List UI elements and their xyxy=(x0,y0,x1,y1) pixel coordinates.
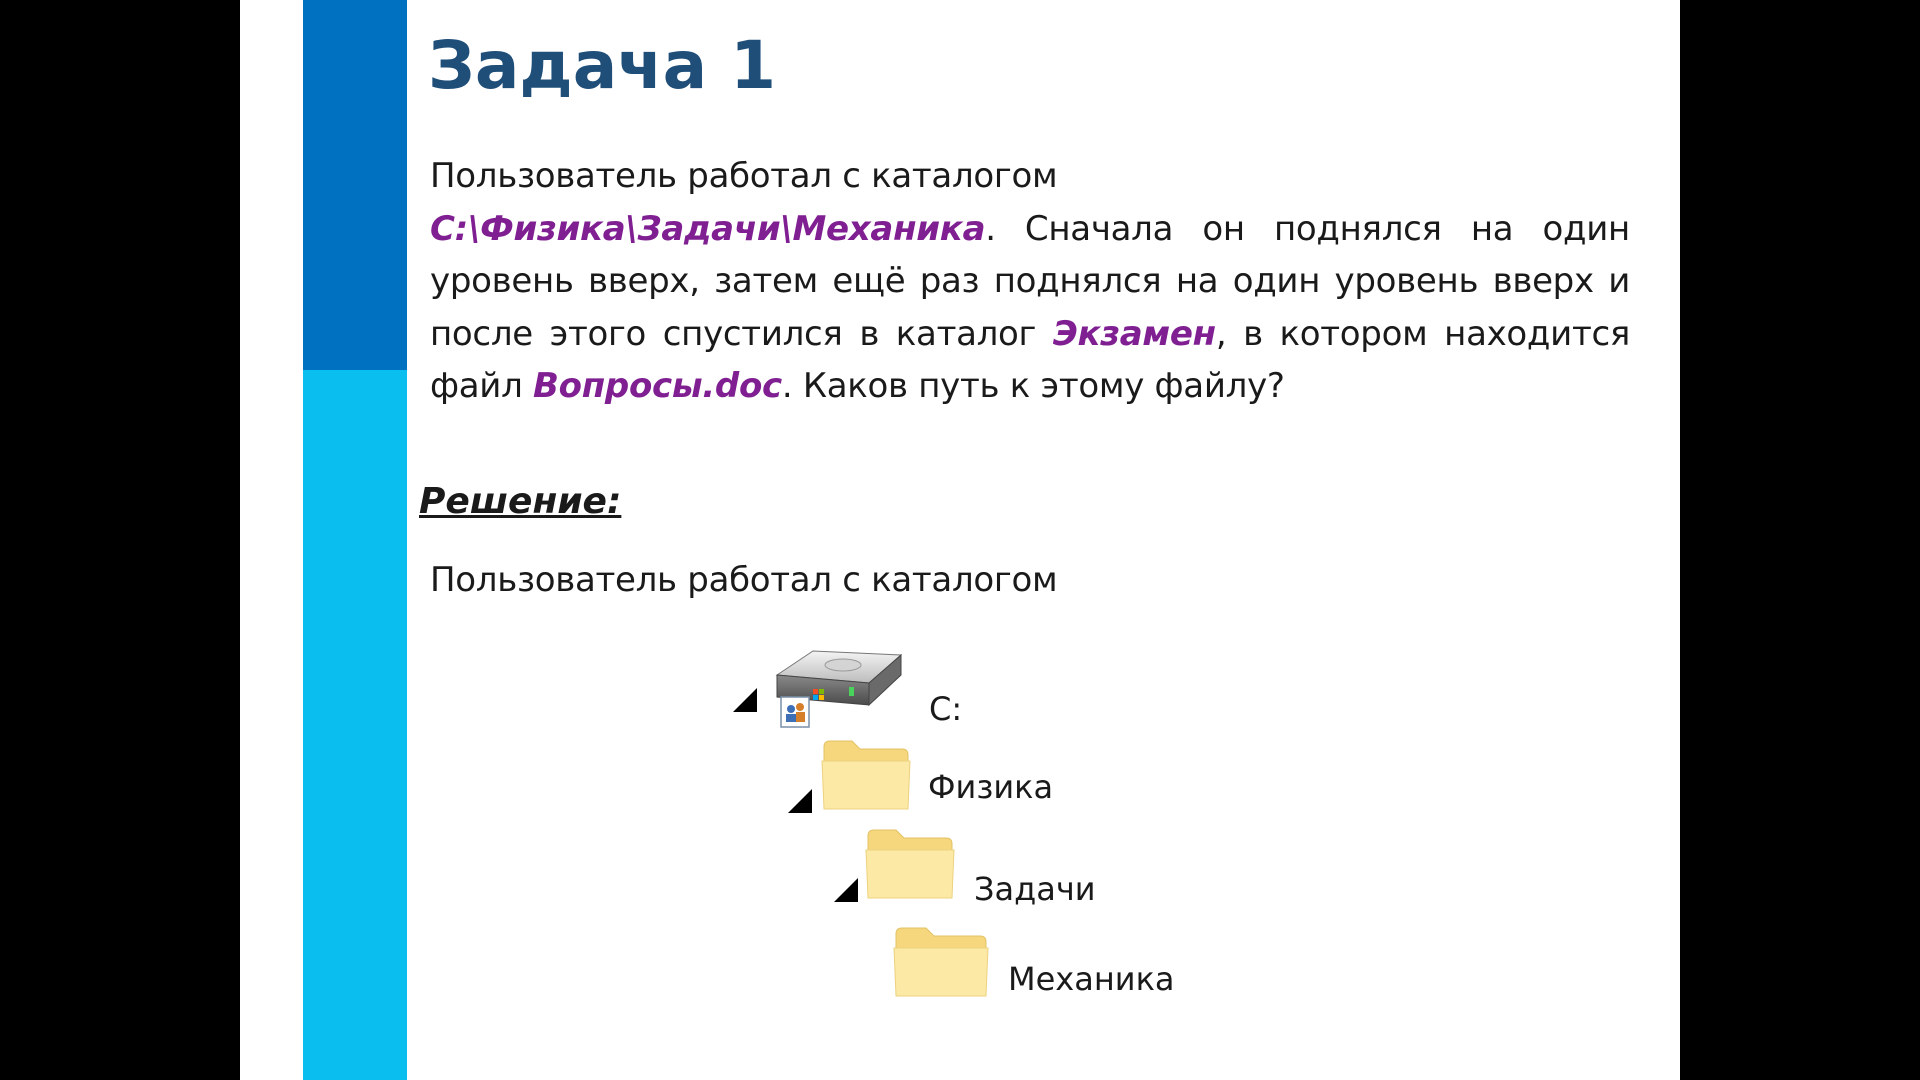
solution-text: Пользователь работал с каталогом xyxy=(430,560,1058,600)
expander-triangle-icon[interactable] xyxy=(834,878,858,902)
tree-node-label[interactable]: Задачи xyxy=(974,870,1096,908)
slide-title: Задача 1 xyxy=(428,27,777,104)
folder-icon xyxy=(818,733,914,813)
drive-icon xyxy=(765,645,905,729)
folder-icon xyxy=(862,822,958,902)
expander-triangle-icon[interactable] xyxy=(733,688,757,712)
expander-triangle-icon[interactable] xyxy=(788,789,812,813)
slide xyxy=(240,0,1680,1080)
task-sentence-c: . Каков путь к этому файлу? xyxy=(781,366,1285,406)
tree-node-label[interactable]: C: xyxy=(929,690,963,728)
folder-icon xyxy=(890,920,992,1000)
tree-node-label[interactable]: Физика xyxy=(928,768,1054,806)
start-path: C:\Физика\Задачи\Механика xyxy=(430,208,986,249)
target-directory: Экзамен xyxy=(1052,313,1216,354)
solution-label: Решение: xyxy=(419,481,622,522)
task-sentence-b: , в котором находится файл xyxy=(430,313,1630,406)
directory-tree xyxy=(240,0,1680,1080)
file-name: Вопросы.doc xyxy=(533,366,782,406)
tree-node-label[interactable]: Механика xyxy=(1008,960,1175,998)
task-sentence-a: . Сначала он поднялся на один уровень вверх, затем ещё раз поднялся на один уровень вверх и после этого спустился в каталог xyxy=(430,208,1630,354)
task-intro: Пользователь работал с каталогом xyxy=(430,156,1058,196)
